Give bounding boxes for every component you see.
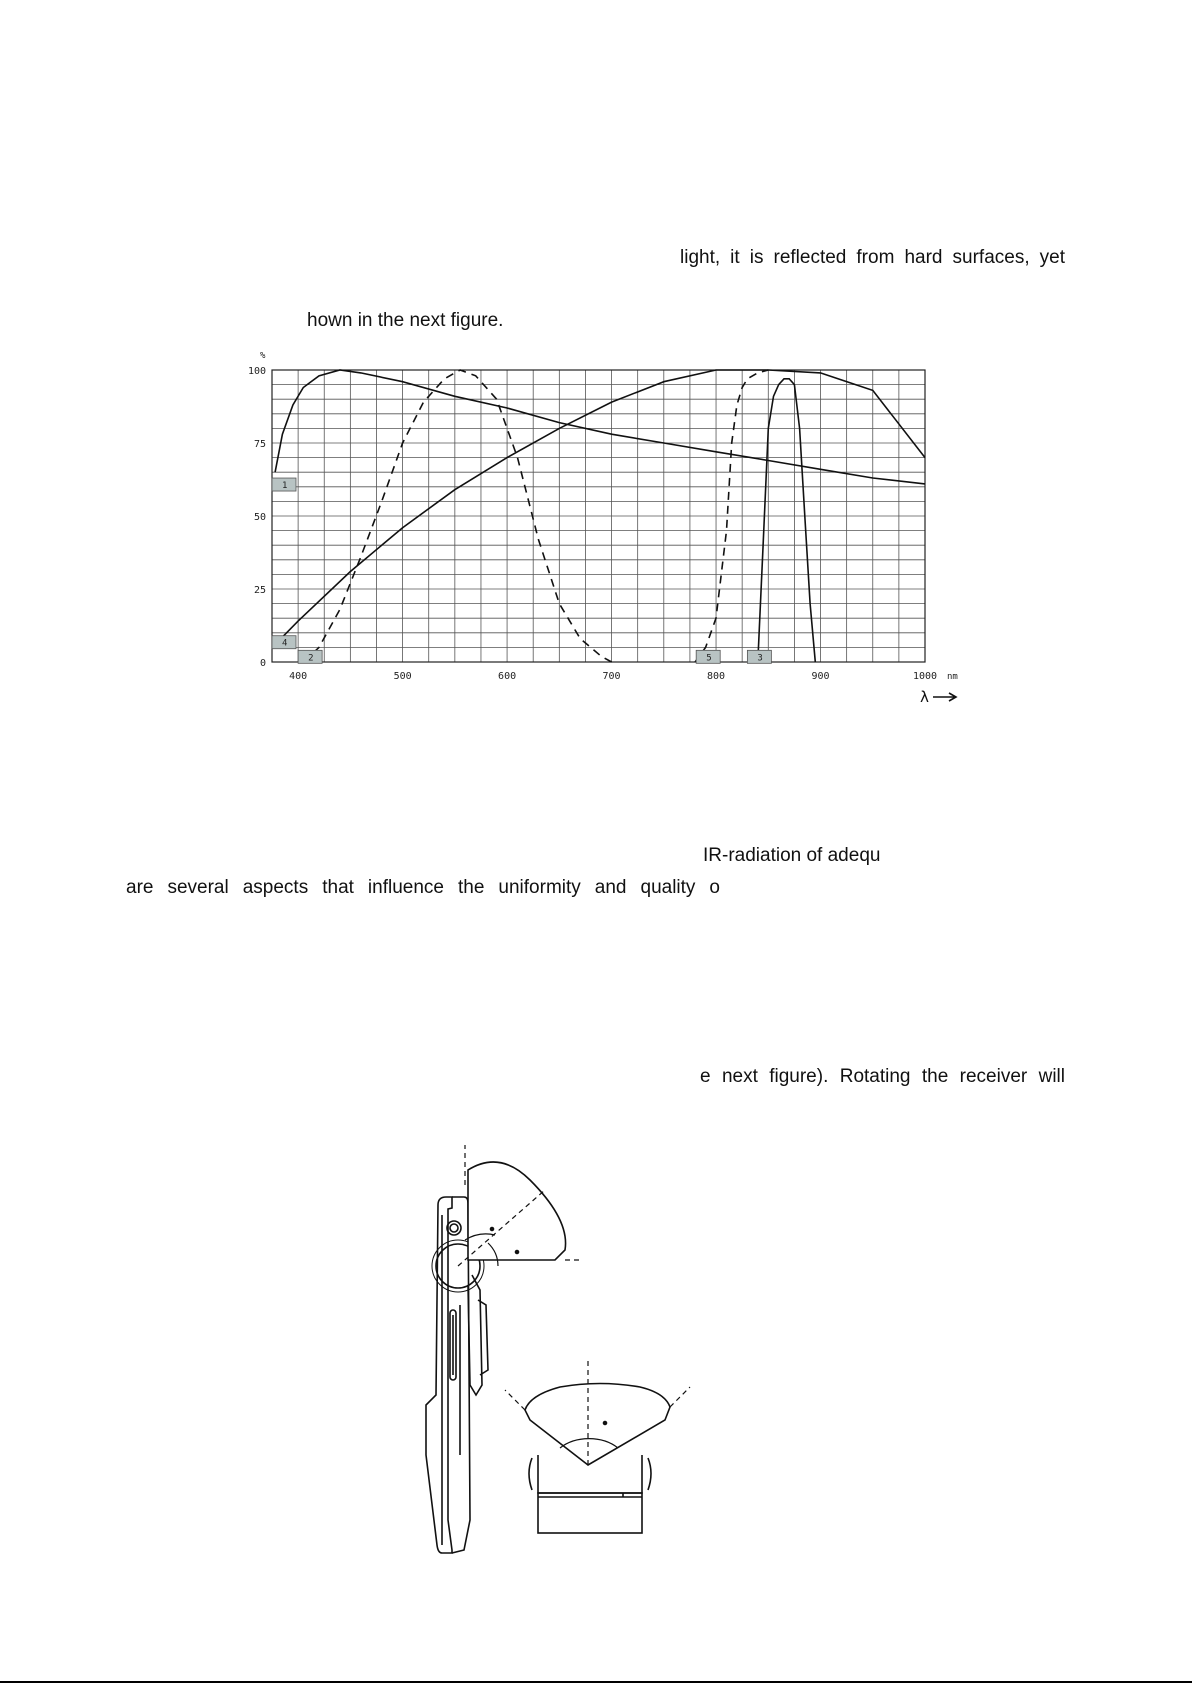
x-axis-unit: nm <box>947 672 958 682</box>
body-text-line-5: e next figure). Rotating the receiver will <box>700 1066 1065 1087</box>
body-text-line-2: hown in the next figure. <box>307 310 504 331</box>
receiver-angle-illustration <box>380 1125 740 1555</box>
y-tick-label: 75 <box>253 439 266 450</box>
body-text-line-1: light, it is reflected from hard surfaces, yet <box>680 247 1065 268</box>
x-tick-label: 900 <box>811 671 830 682</box>
x-tick-label: 1000 <box>912 671 938 682</box>
page-bottom-rule <box>0 1681 1192 1683</box>
body-text-line-4: are several aspects that influence the uniformity and quality o <box>126 877 720 898</box>
series-3-line <box>758 379 816 662</box>
spectral-chart <box>0 340 1192 705</box>
receiver-top-view <box>505 1360 690 1533</box>
body-text-line-3: IR-radiation of adequ <box>703 845 881 866</box>
series-1-line <box>275 370 925 484</box>
y-tick-label: 100 <box>247 366 266 377</box>
y-tick-label: 25 <box>253 585 266 596</box>
y-tick-label: 0 <box>259 658 266 669</box>
x-axis-arrow <box>933 693 956 701</box>
x-tick-label: 400 <box>289 671 308 682</box>
series-4-label: 4 <box>282 638 288 649</box>
x-axis-label: λ <box>920 688 930 705</box>
series-2-label: 2 <box>308 653 314 664</box>
y-axis-label: % <box>260 351 266 361</box>
series-3-label: 3 <box>757 653 763 664</box>
x-tick-label: 500 <box>393 671 412 682</box>
x-tick-label: 800 <box>707 671 726 682</box>
series-5-label: 5 <box>706 653 712 664</box>
series-1-label: 1 <box>282 481 288 492</box>
y-tick-label: 50 <box>253 512 266 523</box>
x-tick-label: 700 <box>602 671 621 682</box>
x-tick-label: 600 <box>498 671 517 682</box>
